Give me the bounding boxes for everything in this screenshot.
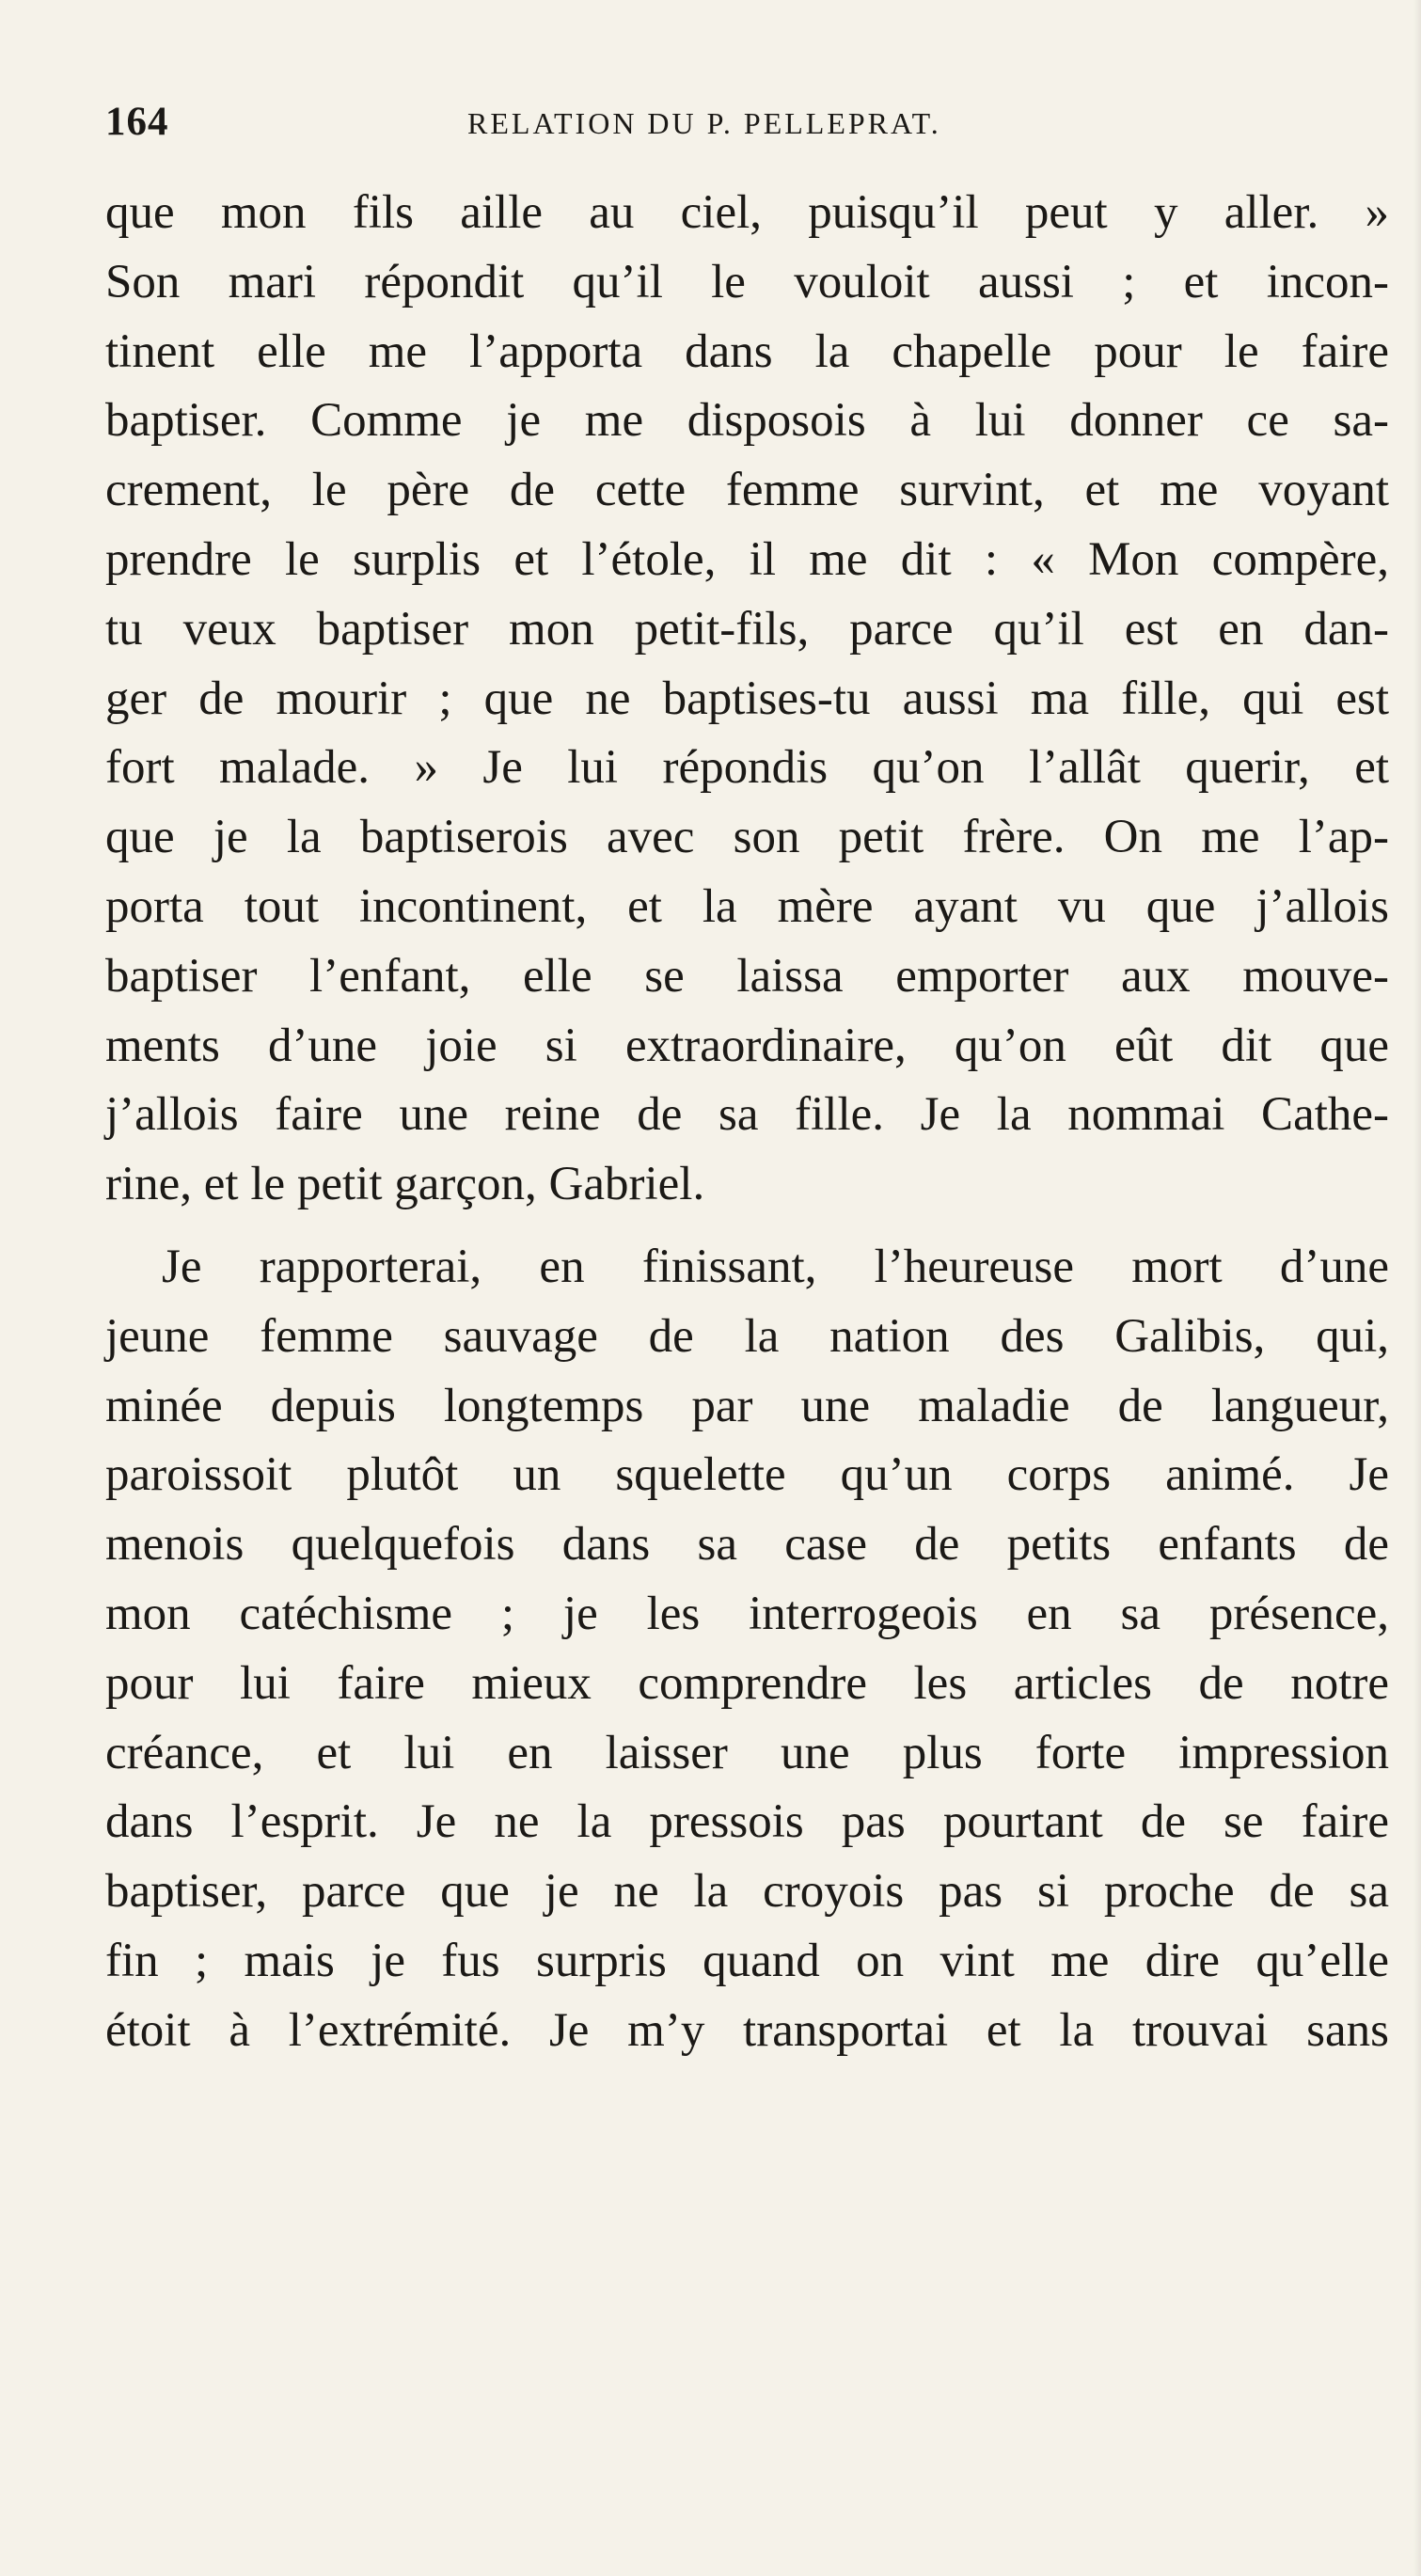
text-line: ments d’une joie si extraordinaire, qu’on eût dit que	[105, 1019, 1389, 1072]
text-line: prendre le surplis et l’étole, il me dit : « Mon compère,	[105, 532, 1389, 586]
text-line: fort malade. » Je lui répondis qu’on l’allât querir, et	[105, 741, 1389, 795]
text-line: paroissoit plutôt un squelette qu’un corps animé. Je	[105, 1448, 1389, 1502]
text-line: tinent elle me l’apporta dans la chapelle pour le faire	[105, 324, 1389, 378]
text-line: porta tout incontinent, et la mère ayant vu que j’allois	[105, 879, 1389, 933]
paragraph-gap	[105, 1220, 1389, 1233]
text-line: mon catéchisme ; je les interrogeois en sa présence,	[105, 1587, 1389, 1640]
text-line: fin ; mais je fus surpris quand on vint me dire qu’elle	[105, 1934, 1389, 1987]
text-line: ger de mourir ; que ne baptises-tu aussi ma fille, qui est	[105, 672, 1389, 725]
text-line: dans l’esprit. Je ne la pressois pas pourtant de se faire	[105, 1795, 1389, 1849]
text-line: crement, le père de cette femme survint, et me voyant	[105, 464, 1389, 517]
text-line: Je rapporterai, en finissant, l’heureuse mort d’une	[162, 1240, 1389, 1293]
running-head: RELATION DU P. PELLEPRAT.	[467, 106, 941, 140]
page-edge-shadow	[1413, 0, 1421, 2576]
text-line: baptiser l’enfant, elle se laissa emporter aux mouve-	[105, 949, 1389, 1003]
text-line: pour lui faire mieux comprendre les articles de notre	[105, 1656, 1389, 1710]
text-line: menois quelquefois dans sa case de petits enfants de	[105, 1518, 1389, 1572]
text-line: jeune femme sauvage de la nation des Galibis, qui,	[105, 1309, 1389, 1363]
text-line: que mon fils aille au ciel, puisqu’il peut y aller. »	[105, 186, 1389, 239]
paragraph	[105, 1233, 1389, 2066]
text-line: baptiser. Comme je me disposois à lui donner ce sa-	[105, 394, 1389, 448]
text-line: minée depuis longtemps par une maladie de langueur,	[105, 1379, 1389, 1432]
text-line: créance, et lui en laisser une plus forte impression	[105, 1726, 1389, 1779]
text-line: tu veux baptiser mon petit-fils, parce qu’il est en dan-	[105, 602, 1389, 656]
text-line: baptiser, parce que je ne la croyois pas si proche de sa	[105, 1865, 1389, 1919]
paragraph	[105, 179, 1389, 1220]
page-number: 164	[105, 100, 169, 144]
text-line: j’allois faire une reine de sa fille. Je la nommai Cathe-	[105, 1088, 1389, 1142]
text-line: rine, et le petit garçon, Gabriel.	[105, 1158, 705, 1211]
text-line: étoit à l’extrémité. Je m’y transportai et la trouvai sans	[105, 2003, 1389, 2057]
body-text	[105, 179, 1389, 2066]
page-header	[105, 99, 1389, 146]
text-line: Son mari répondit qu’il le vouloit aussi ; et incon-	[105, 255, 1389, 308]
text-line: que je la baptiserois avec son petit frère. On me l’ap-	[105, 811, 1389, 864]
